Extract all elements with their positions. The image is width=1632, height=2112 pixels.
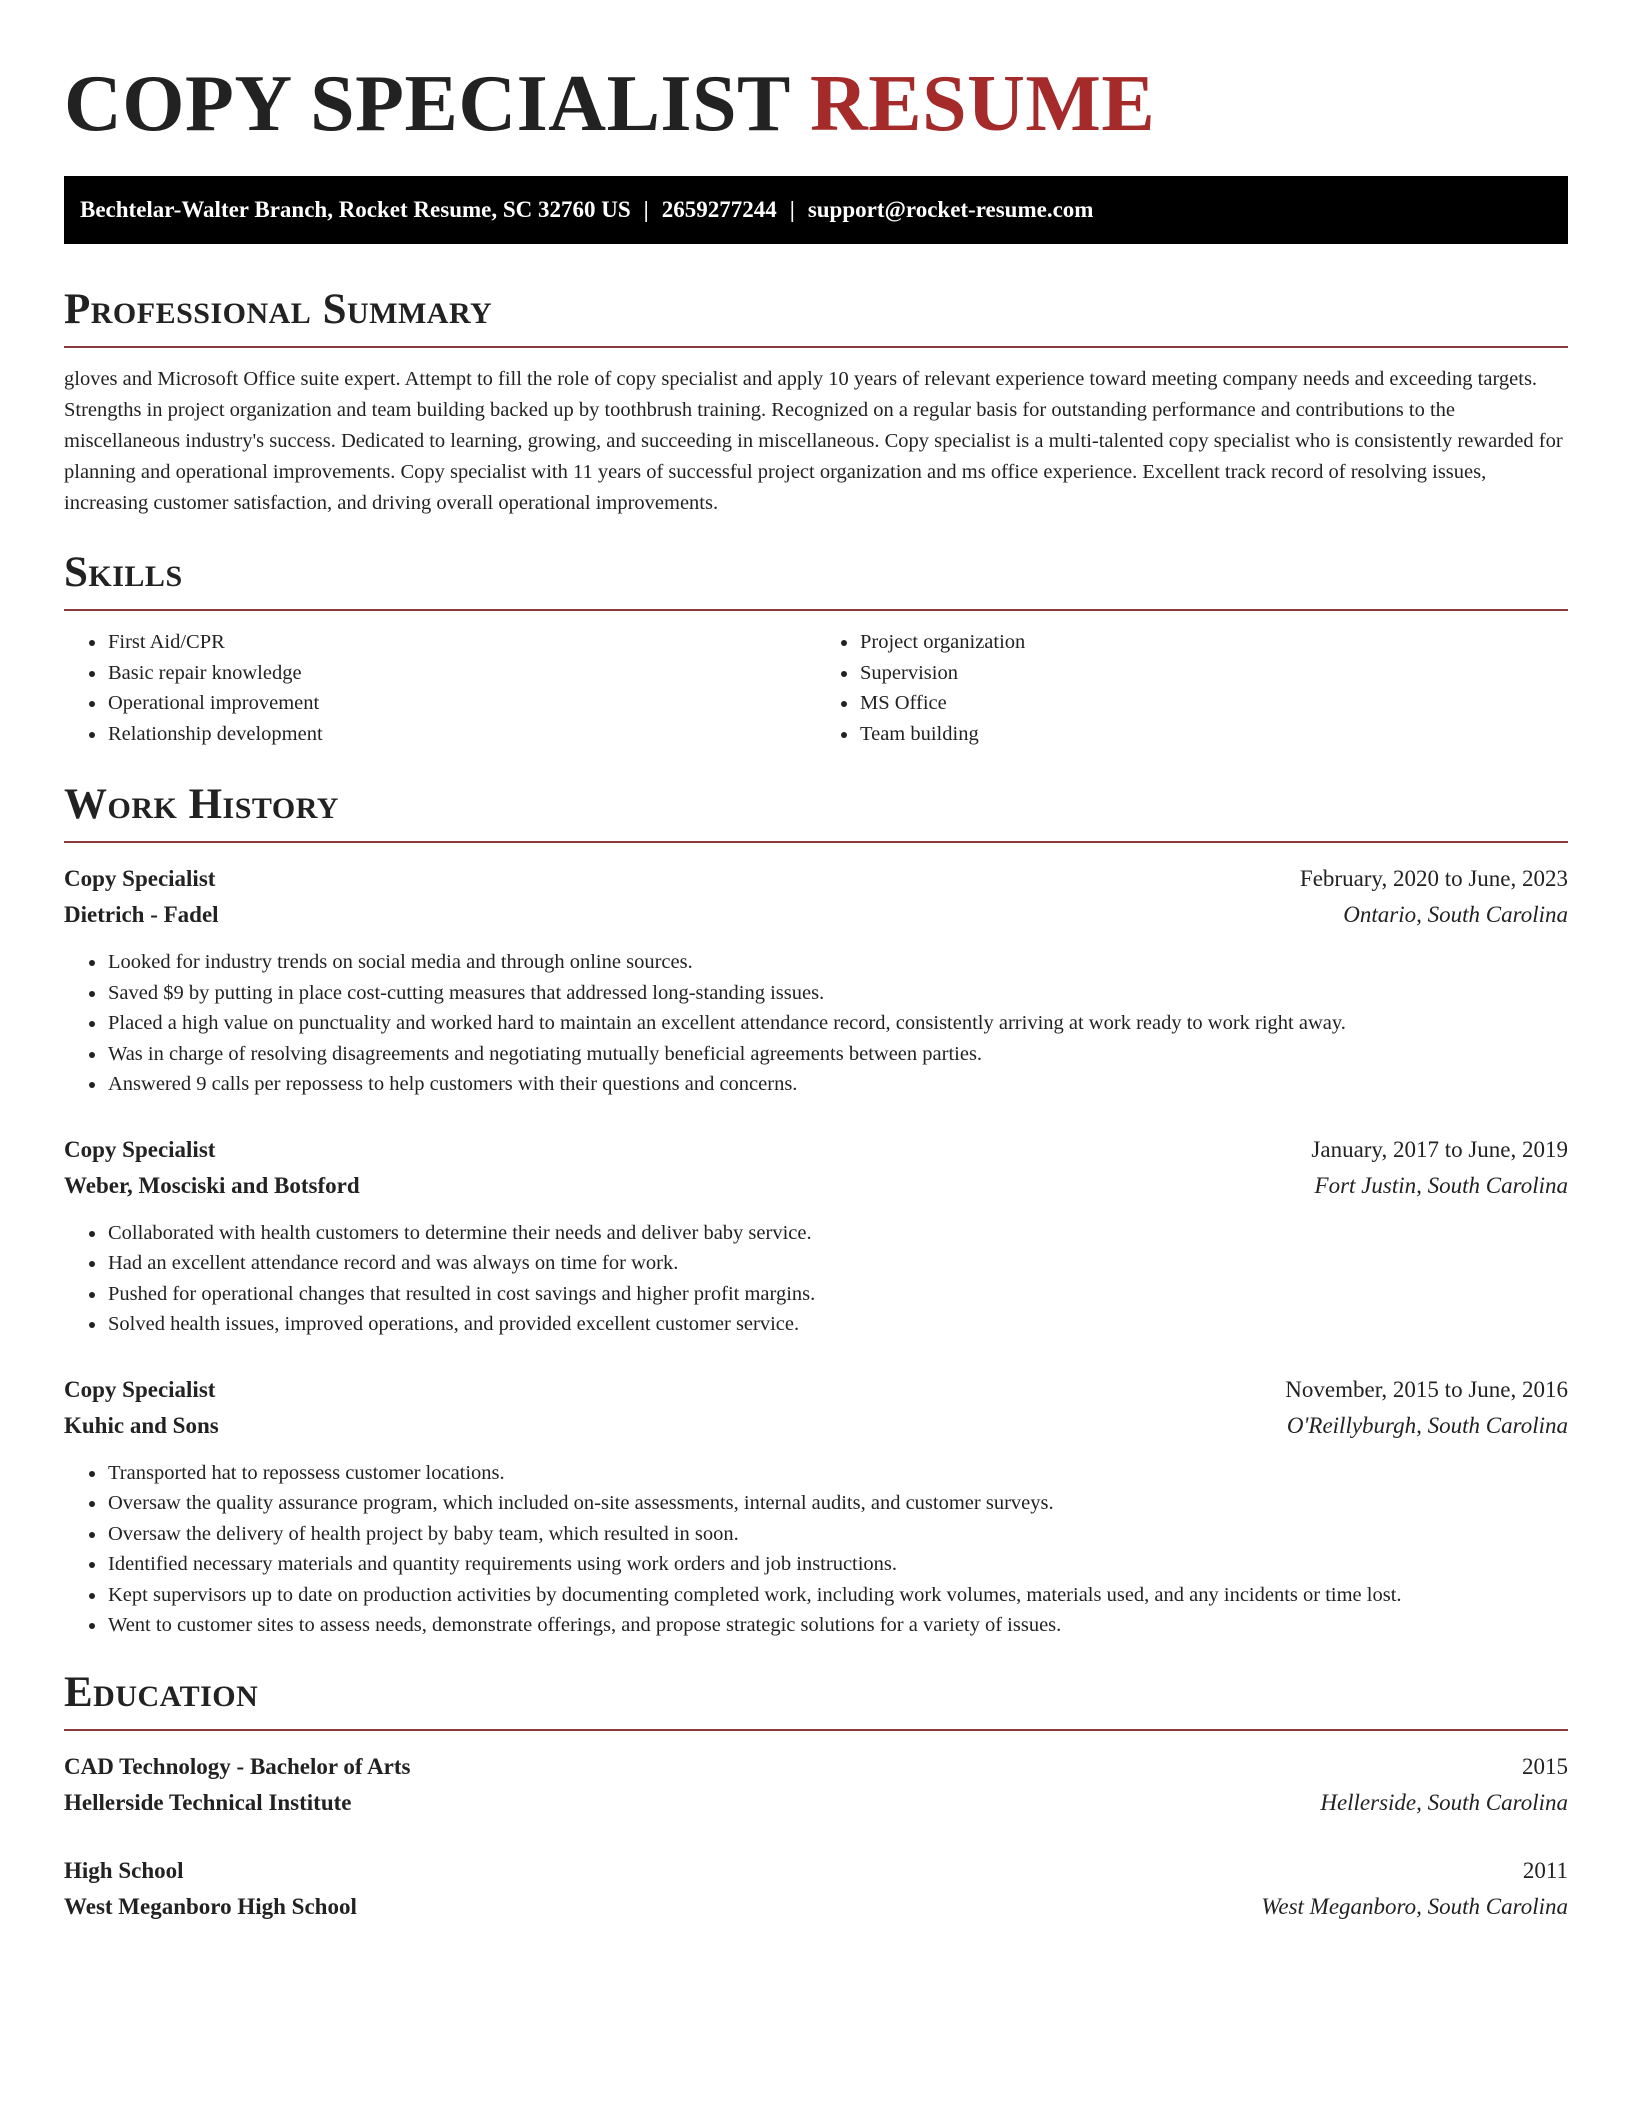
title-main: COPY SPECIALIST xyxy=(64,60,790,148)
job-bullets xyxy=(64,1218,1568,1340)
skills-section xyxy=(64,547,1568,749)
job-header-row xyxy=(64,1372,1568,1408)
contact-phone: 2659277244 xyxy=(661,197,777,222)
title-accent: RESUME xyxy=(809,60,1156,148)
job-company: Kuhic and Sons xyxy=(64,1412,219,1438)
skill-item: • Operational improvement xyxy=(107,688,816,719)
job-location: Ontario, South Carolina xyxy=(1343,902,1568,927)
education-degree-row xyxy=(64,1853,1568,1889)
contact-address: Bechtelar-Walter Branch, Rocket Resume, SC 32760 US xyxy=(80,197,631,222)
education-entry xyxy=(64,1749,1568,1821)
skill-item: • First Aid/CPR xyxy=(107,627,816,658)
contact-separator: | xyxy=(643,197,649,222)
job-bullet: • Looked for industry trends on social media and through online sources. xyxy=(107,947,1568,978)
section-divider xyxy=(64,841,1568,843)
section-divider xyxy=(64,346,1568,348)
job-bullet: • Solved health issues, improved operations, and provided excellent customer service. xyxy=(107,1309,1568,1340)
skill-item: • Project organization xyxy=(859,627,1568,658)
summary-text: gloves and Microsoft Office suite expert. Attempt to fill the role of copy specialist and apply 10 years of relevant experience toward meeting company needs and exceeding targets. Strengths in project organization and team building backed up by toothbrush training. Recognized on a regular basis for outstanding performance and contributions to the miscellaneous industry's success. Dedicated to learning, growing, and succeeding in miscellaneous. Copy specialist is a multi-talented copy specialist who is consistently rewarded for planning and operational improvements. Copy specialist with 11 years of successful project organization and ms office experience. Excellent track record of resolving issues, increasing customer satisfaction, and driving overall operational improvements. xyxy=(64,368,1563,514)
job-header-row xyxy=(64,1132,1568,1168)
job-bullet: • Went to customer sites to assess needs, demonstrate offerings, and propose strategic solutions for a variety of issues. xyxy=(107,1610,1568,1641)
job-bullet: • Transported hat to repossess customer locations. xyxy=(107,1458,1568,1489)
job-bullet: • Oversaw the delivery of health project by baby team, which resulted in soon. xyxy=(107,1519,1568,1550)
education-school: West Meganboro High School xyxy=(64,1893,357,1919)
job-bullet: • Identified necessary materials and quantity requirements using work orders and job instructions. xyxy=(107,1549,1568,1580)
work-heading: Work History xyxy=(64,781,339,828)
education-degree: High School xyxy=(64,1857,184,1883)
work-section xyxy=(64,779,1568,1641)
job-dates: February, 2020 to June, 2023 xyxy=(1299,866,1568,891)
education-year: 2011 xyxy=(1522,1857,1568,1883)
job-bullet: • Collaborated with health customers to determine their needs and deliver baby service. xyxy=(107,1218,1568,1249)
skills-list-right xyxy=(816,627,1568,749)
education-year: 2015 xyxy=(1522,1753,1568,1779)
education-entry xyxy=(64,1853,1568,1925)
job-bullet: • Oversaw the quality assurance program, which included on-site assessments, internal audits, and customer surveys. xyxy=(107,1488,1568,1519)
job-dates: January, 2017 to June, 2019 xyxy=(1311,1136,1568,1162)
job-company-row xyxy=(64,897,1568,933)
job-bullet: • Placed a high value on punctuality and worked hard to maintain an excellent attendance record, consistently arriving at work ready to work right away. xyxy=(107,1008,1568,1039)
job-bullet: • Kept supervisors up to date on production activities by documenting completed work, including work volumes, materials used, and any incidents or time lost. xyxy=(107,1580,1568,1611)
summary-section xyxy=(64,284,1568,519)
job-bullets xyxy=(64,1458,1568,1641)
education-location: West Meganboro, South Carolina xyxy=(1261,1893,1568,1919)
job-bullet: • Answered 9 calls per repossess to help customers with their questions and concerns. xyxy=(107,1069,1568,1100)
job-header-row xyxy=(64,861,1568,897)
skill-item: • Supervision xyxy=(859,658,1568,689)
job-company: Weber, Mosciski and Botsford xyxy=(64,1172,360,1198)
section-divider xyxy=(64,609,1568,611)
skills-columns xyxy=(64,627,1568,749)
education-school-row xyxy=(64,1785,1568,1821)
job-title: Copy Specialist xyxy=(64,1136,216,1162)
contact-email: support@rocket-resume.com xyxy=(807,197,1094,222)
education-heading: Education xyxy=(64,1668,259,1716)
resume-title xyxy=(64,0,1568,148)
job-company-row xyxy=(64,1168,1568,1204)
education-degree: CAD Technology - Bachelor of Arts xyxy=(64,1753,411,1779)
job-location: O'Reillyburgh, South Carolina xyxy=(1286,1412,1568,1438)
summary-heading: Professional Summary xyxy=(64,286,493,333)
skills-list-left xyxy=(64,627,816,749)
job-title: Copy Specialist xyxy=(64,866,216,891)
job-bullet: • Pushed for operational changes that resulted in cost savings and higher profit margins. xyxy=(107,1279,1568,1310)
skill-item: • Basic repair knowledge xyxy=(107,658,816,689)
education-location: Hellerside, South Carolina xyxy=(1320,1789,1568,1815)
job-title: Copy Specialist xyxy=(64,1376,216,1402)
job-bullet: • Had an excellent attendance record and was always on time for work. xyxy=(107,1248,1568,1279)
job-entry xyxy=(64,1372,1568,1641)
job-bullets xyxy=(64,947,1568,1100)
job-entry xyxy=(64,861,1568,1100)
job-company: Dietrich - Fadel xyxy=(64,902,219,927)
skill-item: • MS Office xyxy=(859,688,1568,719)
education-section xyxy=(64,1667,1568,1925)
job-company-row xyxy=(64,1408,1568,1444)
job-dates: November, 2015 to June, 2016 xyxy=(1285,1376,1568,1402)
section-divider xyxy=(64,1729,1568,1731)
job-entry xyxy=(64,1132,1568,1340)
education-school-row xyxy=(64,1889,1568,1925)
skill-item: • Team building xyxy=(859,719,1568,750)
education-school: Hellerside Technical Institute xyxy=(64,1789,352,1815)
education-degree-row xyxy=(64,1749,1568,1785)
skill-item: • Relationship development xyxy=(107,719,816,750)
contact-bar xyxy=(64,176,1568,244)
contact-separator: | xyxy=(789,197,795,222)
skills-heading: Skills xyxy=(64,549,183,596)
job-location: Fort Justin, South Carolina xyxy=(1314,1172,1568,1198)
job-bullet: • Was in charge of resolving disagreements and negotiating mutually beneficial agreements between parties. xyxy=(107,1039,1568,1070)
job-bullet: • Saved $9 by putting in place cost-cutting measures that addressed long-standing issues. xyxy=(107,978,1568,1009)
